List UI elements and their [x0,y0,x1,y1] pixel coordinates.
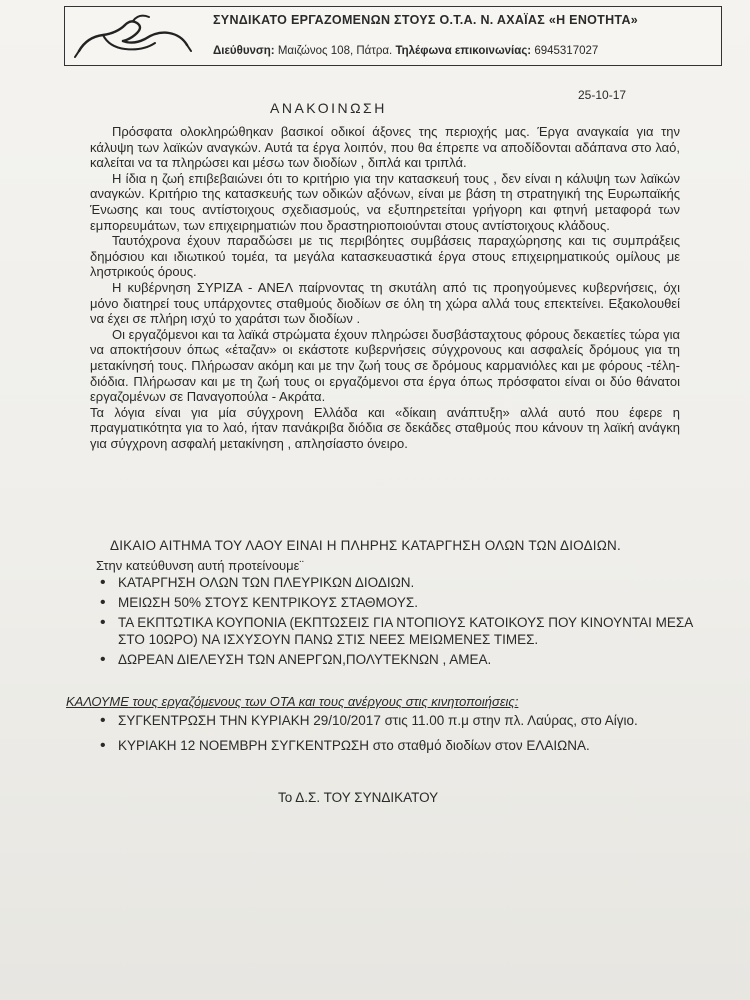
list-item: • ΚΥΡΙΑΚΗ 12 ΝΟΕΜΒΡΗ ΣΥΓΚΕΝΤΡΩΣΗ στο σταθμό διοδίων στον ΕΛΑΙΩΝΑ. [96,737,716,754]
main-demand: ΔΙΚΑΙΟ ΑΙΤΗΜΑ ΤΟΥ ΛΑΟΥ ΕΙΝΑΙ Η ΠΛΗΡΗΣ ΚΑΤΑΡΓΗΣΗ ΟΛΩΝ ΤΩΝ ΔΙΟΔΙΩΝ. [110,538,621,553]
phone-value: 6945317027 [534,45,599,57]
address-label: Διεύθυνση: [213,45,275,57]
document-date: 25-10-17 [578,88,627,102]
list-item: • ΤΑ ΕΚΠΤΩΤΙΚΑ ΚΟΥΠΟΝΙΑ (ΕΚΠΤΩΣΕΙΣ ΓΙΑ ΝΤΟΠΙΟΥΣ ΚΑΤΟΙΚΟΥΣ ΠΟΥ ΚΙΝΟΥΝΤΑΙ ΜΕΣΑ ΣΤΟ 10ΩΡΟ) ΝΑ ΙΣΧΥΣΟΥΝ ΠΑΝΩ ΣΤΙΣ ΝΕΕΣ ΜΕΙΩΜΕΝΕΣ ΤΙΜΕΣ. [96,614,716,648]
signature: Το Δ.Σ. ΤΟΥ ΣΥΝΔΙΚΑΤΟΥ [278,790,439,805]
call-rest: τους εργαζόμενους των ΟΤΑ και τους ανέργους στις κινητοποιήσεις: [128,694,519,709]
list-item: • ΜΕΙΩΣΗ 50% ΣΤΟΥΣ ΚΕΝΤΡΙΚΟΥΣ ΣΤΑΘΜΟΥΣ. [96,594,716,611]
paragraph: Η ίδια η ζωή επιβεβαιώνει ότι το κριτήριο για την κατασκευή τους , δεν είναι η κάλυψη των λαϊκών αναγκών. Κριτήριο της κατασκευής των οδικών αξόνων, είναι με βάση τη στρατηγική της Ευρωπαϊκής Ένωσης και τους αντίστοιχους σχεδιασμούς, να εξυπηρετείται γρήγορη και φτηνή μεταφορά των εμπορευμάτων, των επιχειρηματιών που δραστηριοποιούνται στους αντίστοιχους κλάδους. [90,170,680,233]
phone-label: Τηλέφωνα επικοινωνίας: [395,45,532,57]
call-lead: ΚΑΛΟΥΜΕ [66,694,129,709]
address-value: Μαιζώνος 108, Πάτρα. [277,45,393,57]
proposals-intro: Στην κατεύθυνση αυτή προτείνουμε¨ [96,558,304,573]
list-item: • ΔΩΡΕΑΝ ΔΙΕΛΕΥΣΗ ΤΩΝ ΑΝΕΡΓΩΝ,ΠΟΛΥΤΕΚΝΩΝ , ΑΜΕΑ. [96,651,716,668]
document-title: ΑΝΑΚΟΙΝΩΣΗ [270,100,387,116]
list-item: • ΚΑΤΑΡΓΗΣΗ ΟΛΩΝ ΤΩΝ ΠΛΕΥΡΙΚΩΝ ΔΙΟΔΙΩΝ. [96,574,716,591]
announcement-body [90,124,680,451]
events-list [96,712,716,762]
org-name: ΣΥΝΔΙΚΑΤΟ ΕΡΓΑΖΟΜΕΝΩΝ ΣΤΟΥΣ Ο.Τ.Α. Ν. ΑΧΑΪΑΣ «Η ΕΝΟΤΗΤΑ» [213,13,639,27]
address-line [213,45,598,57]
paragraph: Τα λόγια είναι για μία σύγχρονη Ελλάδα και «δίκαιη ανάπτυξη» αλλά αυτό που έφερε η πραγματικότητα για το λαό, ήταν πανάκριβα διόδια σε δεκάδες σταθμούς που κάνουν τη λαϊκή ανάγκη για σύγχρονη ασφαλή μετακίνηση , απλησίαστο όνειρο. [90,404,680,451]
call-to-action [66,694,518,709]
paragraph: Ταυτόχρονα έχουν παραδώσει με τις περιβόητες συμβάσεις παραχώρησης και τις συμπράξεις δημόσιου και ιδιωτικού τομέα, τα μεγάλα κατασκευαστικά έργα στους επιχειρηματικούς ομίλους με ληστρικούς όρους. [90,233,680,280]
handshake-icon [73,11,193,61]
paragraph: Η κυβέρνηση ΣΥΡΙΖΑ - ΑΝΕΛ παίρνοντας τη σκυτάλη από τις προηγούμενες κυβερνήσεις, όχι μόνο διατηρεί τους υπάρχοντες σταθμούς διοδίων σε όλη τη χώρα αλλά τους επεκτείνει. Εξακολουθεί να έχει σε πλήρη ισχύ το χαράτσι των διοδίων . [90,279,680,327]
list-item: • ΣΥΓΚΕΝΤΡΩΣΗ ΤΗΝ ΚΥΡΙΑΚΗ 29/10/2017 στις 11.00 π.μ στην πλ. Λαύρας, στο Αίγιο. [96,712,716,729]
paragraph: Οι εργαζόμενοι και τα λαϊκά στρώματα έχουν πληρώσει δυσβάσταχτους φόρους δεκαετίες τώρα για να αποκτήσουν όπως «έταζαν» οι εκάστοτε κυβερνήσεις σύγχρονους και ασφαλείς δρόμους για τη μετακίνησή τους. Πλήρωσαν ακόμη και με την ζωή τους σε δρόμους καρμανιόλες και με φόρους -τέλη- διόδια. Πλήρωσαν και με τη ζωή τους οι εργαζόμενοι στα έργα όπως πρόσφατοι είναι οι δύο θάνατοι εργαζομένων σε Παναγοπούλα - Ακράτα. [90,326,680,405]
paragraph: Πρόσφατα ολοκληρώθηκαν βασικοί οδικοί άξονες της περιοχής μας. Έργα αναγκαία για την κάλυψη των λαϊκών αναγκών. Αυτά τα έργα λοιπόν, που θα έπρεπε να αποδίδονται αδάπανα στο λαό, καλείται να τα πληρώσει και μέσω των διοδίων , διπλά και τριπλά. [90,124,680,171]
proposals-list [96,574,716,671]
letterhead [64,6,722,66]
